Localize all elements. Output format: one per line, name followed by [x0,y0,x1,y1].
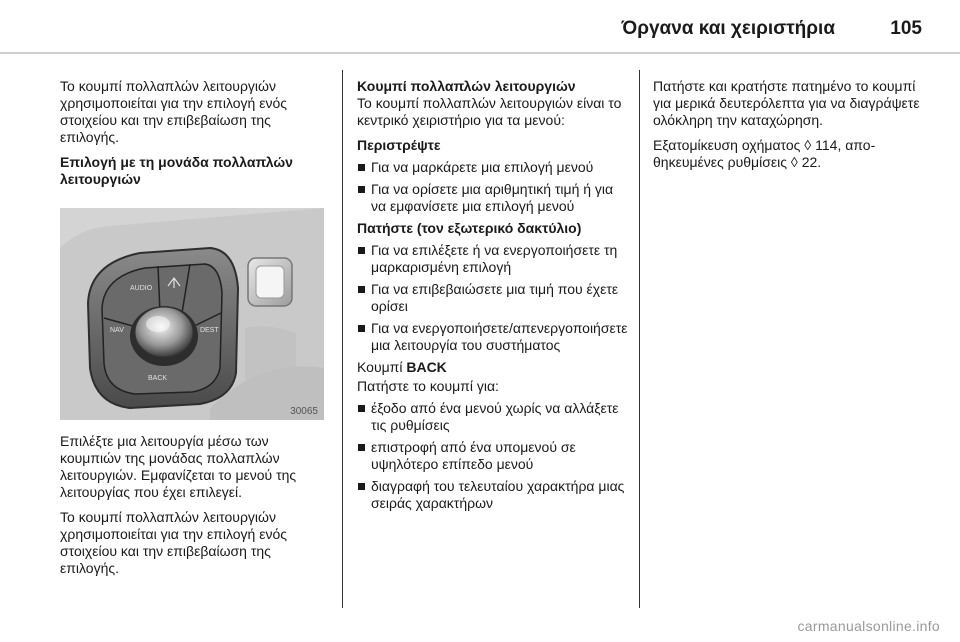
intro-paragraph: Το κουμπί πολλαπλών λειτουργιών χρησιμοποιείται για την επιλογή ενός στοιχείου και την επιβεβαίωση της επιλογής. [60,78,287,145]
page-number: 105 [890,18,922,39]
figure-id: 30065 [290,406,318,417]
press-list [357,242,629,354]
list-item: έξοδο από ένα μενού χωρίς να αλλάξετε τις ρυθμίσεις [357,400,629,434]
back-button-heading [357,359,629,376]
list-item: διαγραφή του τελευταίου χαρακτήρα μιας σειράς χαρακτήρων [357,478,629,512]
reference-arrow-icon: ◊ [804,137,812,153]
column-divider-1 [342,70,343,608]
column-1-lower [60,433,332,585]
rotate-list [357,159,629,215]
paragraph-delete-entry: Πατήστε και κρατήστε πατημένο το κουμπί για μερικά δευτερόλεπτα για να διαγράψετε ολόκληρη την καταχώρηση. [653,78,920,128]
audio-label: AUDIO [130,285,153,292]
back-label: BACK [148,375,168,382]
paragraph-references: Εξατομίκευση οχήματος ◊ 114, αποθηκευμένες ρυθμίσεις ◊ 22. [653,137,876,170]
controller-illustration [60,208,324,420]
back-intro: Πατήστε το κουμπί για: [357,378,499,394]
page-ref-link[interactable]: 22 [801,154,818,170]
list-item: Για να ορίσετε μια αριθμητική τιμή ή για να εμφανίσετε μια επιλογή μενού [357,181,629,215]
column-2 [357,78,629,517]
personalization-text: Εξατομίκευση οχήματος [653,137,801,153]
list-item: Για να μαρκάρετε μια επιλογή μενού [357,159,629,176]
reference-arrow-icon: ◊ [790,154,798,170]
press-heading: Πατήστε (τον εξωτερικό δακτύλιο) [357,220,582,236]
section-heading: Επιλογή με τη μονάδα πολλαπλών λειτουργιών [60,154,293,187]
paragraph-select-function: Επιλέξτε μια λειτουργία μέσω των κουμπιών της μονάδας πολλαπλών λειτουργιών. Εμφανίζεται το μενού της λειτουργίας που έχει επιλεγεί. [60,433,297,500]
back-list [357,400,629,512]
column-3 [653,78,923,179]
header-divider [0,52,960,54]
paragraph-button-usage: Το κουμπί πολλαπλών λειτουργιών χρησιμοποιείται για την επιλογή ενός στοιχείου και την επιβεβαίωση της επιλογής. [60,509,287,576]
page-ref-link[interactable]: 114 [815,137,838,153]
page-title: Όργανα και χειριστήρια [621,18,835,39]
list-item: Για να επιλέξετε ή να ενεργοποιήσετε τη μαρκαρισμένη επιλογή [357,242,629,276]
page-header [0,0,960,52]
multifunction-controller-figure [60,208,324,420]
column-1 [60,78,330,196]
nav-label: NAV [110,327,124,334]
back-button-name: BACK [406,359,447,375]
list-item: επιστροφή από ένα υπομενού σε υψηλότερο επίπεδο μενού [357,439,629,473]
rotate-heading: Περιστρέψτε [357,137,441,153]
dest-label: DEST [200,327,219,334]
multifunction-button-heading: Κουμπί πολλαπλών λειτουργιών [357,78,576,94]
saved-settings-text: , αποθηκευμένες ρυθμίσεις [653,137,876,170]
list-item: Για να επιβεβαιώσετε μια τιμή που έχετε ορίσει [357,281,629,315]
list-item: Για να ενεργοποιήσετε/απενεργοποιήσετε μια λειτουργία του συστήματος [357,320,629,354]
multifunction-intro: Το κουμπί πολλαπλών λειτουργιών είναι το κεντρικό χειριστήριο για τα μενού: [357,95,622,128]
column-divider-2 [639,70,640,608]
back-prefix: Κουμπί [357,359,407,375]
watermark: carmanualsonline.info [797,618,940,634]
